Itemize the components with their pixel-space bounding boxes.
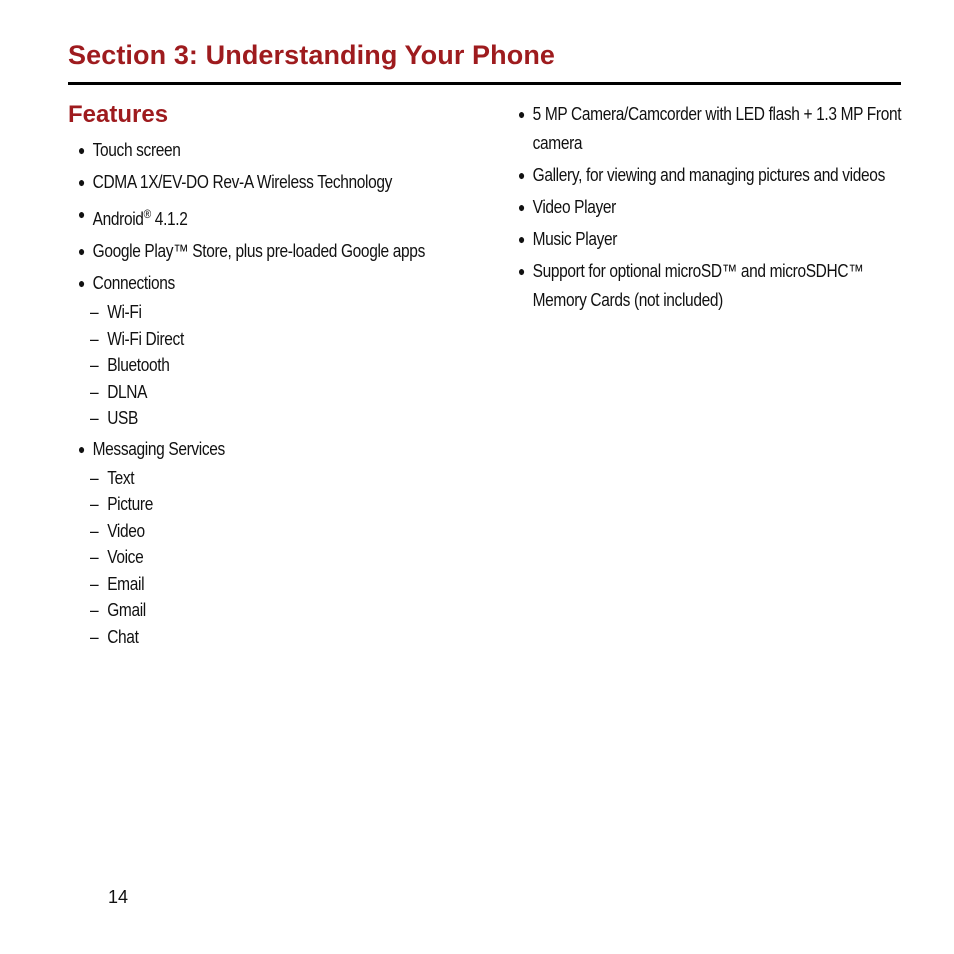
sublist-item [90,624,514,651]
sub-item-text: Wi-Fi [107,302,142,322]
features-list-right [518,100,902,318]
dash-icon: – [90,467,99,488]
list-item [78,269,512,298]
sublist-item [90,379,514,406]
dash-icon: – [90,547,99,567]
list-item [78,200,512,234]
sublist-item [90,597,514,624]
list-item [518,193,912,222]
bullet-icon: ● [518,199,525,215]
item-text: Gallery, for viewing and managing pictures and videos [532,165,885,185]
item-text: Connections [92,273,175,293]
list-item [518,257,912,315]
bullet-icon: ● [78,142,85,158]
dash-icon: – [90,355,99,375]
sub-item-text: Video [107,520,145,541]
item-text: 5 MP Camera/Camcorder with LED flash + 1.3 MP Front camera [532,104,902,153]
item-text: Google Play™ Store, plus pre-loaded Google apps [92,241,425,261]
dash-icon: – [90,302,99,322]
bullet-icon: ● [518,263,525,279]
sub-item-text: Picture [107,494,153,514]
list-item [78,435,512,464]
sub-item-text: DLNA [107,381,148,402]
item-text: Video Player [532,197,616,217]
sub-item-text: Wi-Fi Direct [107,328,184,349]
bullet-icon: ● [518,106,525,122]
dash-icon: – [90,381,99,402]
features-heading: Features [68,101,169,128]
dash-icon: – [90,408,99,428]
sublist-item [90,544,514,571]
sub-item-text: Chat [107,626,139,647]
android-version: 4.1.2 [150,209,188,229]
dash-icon: – [90,600,99,620]
item-text: Android [92,209,144,229]
sub-item-text: Bluetooth [107,355,170,375]
sublist-item [90,518,514,545]
registered-mark: ® [143,207,151,221]
connections-sublist [90,299,498,432]
bullet-icon: ● [78,243,85,259]
features-list-left [78,136,498,653]
sub-item-text: USB [107,408,138,428]
list-item [78,136,512,165]
list-item [518,100,912,158]
item-text: Support for optional microSD™ and microSDHC™ Memory Cards (not included) [532,261,864,310]
sublist-item [90,352,514,379]
sublist-item [90,299,514,326]
sublist-item [90,571,514,598]
sub-item-text: Gmail [107,600,146,620]
bullet-icon: ● [78,440,85,457]
sublist-item [90,405,514,432]
messaging-sublist [90,465,498,651]
list-item [78,237,512,266]
title-rule [68,82,901,85]
item-text: Music Player [532,229,618,249]
dash-icon: – [90,626,99,647]
sub-item-text: Text [107,467,135,488]
bullet-icon: ● [78,275,85,291]
page-number: 14 [108,887,129,907]
sub-item-text: Email [107,573,145,594]
list-item [518,161,912,190]
bullet-icon: ● [78,206,85,222]
dash-icon: – [90,573,99,594]
sublist-item [90,465,514,492]
bullet-icon: ● [78,174,85,190]
item-text: CDMA 1X/EV-DO Rev-A Wireless Technology [92,172,393,192]
sub-item-text: Voice [107,547,144,567]
list-item [518,225,912,254]
sublist-item [90,491,514,518]
dash-icon: – [90,520,99,541]
bullet-icon: ● [518,231,525,247]
item-text: Touch screen [92,140,181,160]
sublist-item [90,326,514,353]
list-item [78,168,512,197]
dash-icon: – [90,328,99,349]
dash-icon: – [90,494,99,514]
section-title: Section 3: Understanding Your Phone [68,40,556,70]
item-text: Messaging Services [92,438,225,459]
bullet-icon: ● [518,167,525,183]
